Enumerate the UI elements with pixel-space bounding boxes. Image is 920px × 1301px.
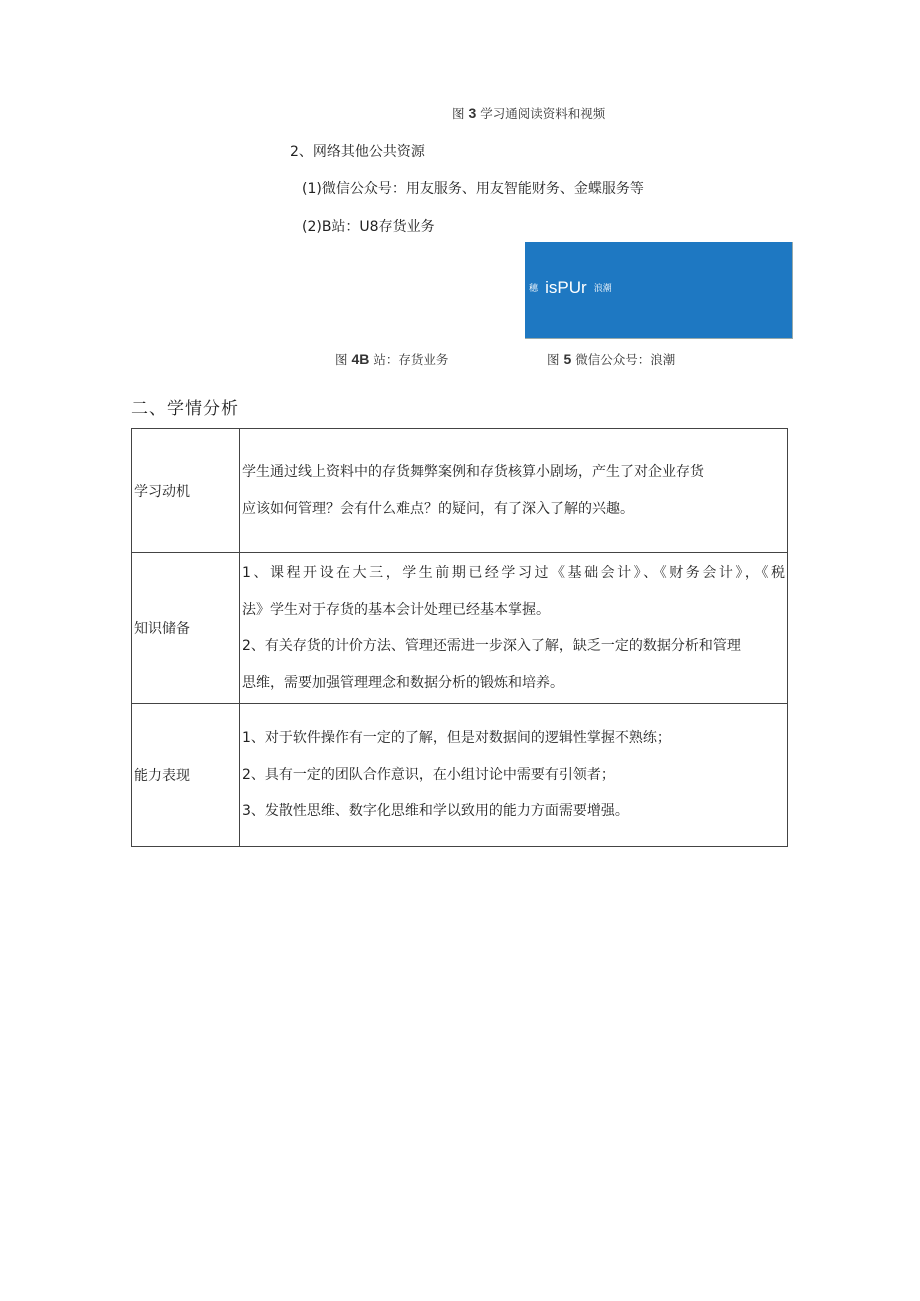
- content-line: 思维，需要加强管理理念和数据分析的锻炼和培养。: [242, 674, 564, 691]
- caption-number: 4B: [351, 351, 370, 367]
- learning-analysis-table: [131, 428, 788, 847]
- content-line: 2、具有一定的团队合作意识，在小组讨论中需要有引领者；: [242, 766, 615, 783]
- content-line: 法》学生对于存货的基本会计处理已经基本掌握。: [242, 601, 550, 618]
- resource-item-bilibili: (2)B站：U8存货业务: [302, 219, 435, 235]
- row-label: 能力表现: [132, 704, 240, 847]
- caption-text: 站：存货业务: [373, 352, 449, 367]
- banner-main-text: isPUr: [545, 278, 587, 297]
- banner-pre-text: 穗: [529, 284, 539, 294]
- row-label: 知识储备: [132, 553, 240, 704]
- content-line: 1、对于软件操作有一定的了解，但是对数据间的逻辑性掌握不熟练；: [242, 730, 671, 747]
- caption-number: 3: [468, 105, 477, 121]
- banner-logo-text: [529, 278, 612, 298]
- caption-text: 学习通阅读资料和视频: [480, 106, 606, 121]
- caption-prefix: 图: [547, 352, 560, 367]
- caption-number: 5: [563, 351, 572, 367]
- content-line: 3、发散性思维、数字化思维和学以致用的能力方面需要增强。: [242, 803, 629, 820]
- figure-5-caption: [547, 350, 675, 368]
- table-row: [132, 704, 788, 847]
- section-title: 二、学情分析: [131, 399, 239, 419]
- content-line: 应该如何管理？会有什么难点？的疑问，有了深入了解的兴趣。: [242, 500, 634, 517]
- table-row: [132, 553, 788, 704]
- figure-3-caption: [452, 104, 605, 122]
- caption-prefix: 图: [452, 106, 465, 121]
- content-line: 2、有关存货的计价方法、管理还需进一步深入了解，缺乏一定的数据分析和管理: [242, 638, 741, 654]
- caption-prefix: 图: [335, 352, 348, 367]
- row-label: 学习动机: [132, 429, 240, 553]
- resource-item-wechat: (1)微信公众号：用友服务、用友智能财务、金蝶服务等: [302, 181, 644, 197]
- row-content: [240, 553, 788, 704]
- row-content: [240, 429, 788, 553]
- row-content: [240, 704, 788, 847]
- content-line: 学生通过线上资料中的存货舞弊案例和存货核算小剧场，产生了对企业存货: [242, 464, 704, 480]
- banner-post-text: 浪潮: [593, 284, 612, 294]
- inspur-banner-image: [525, 242, 793, 339]
- figure-4-caption: [335, 350, 448, 368]
- table-row: [132, 429, 788, 553]
- caption-text: 微信公众号：浪潮: [575, 352, 676, 367]
- resources-heading: 2、网络其他公共资源: [290, 144, 425, 160]
- content-line: 1、课程开设在大三，学生前期已经学习过《基础会计》、《财务会计》，《税: [242, 565, 785, 581]
